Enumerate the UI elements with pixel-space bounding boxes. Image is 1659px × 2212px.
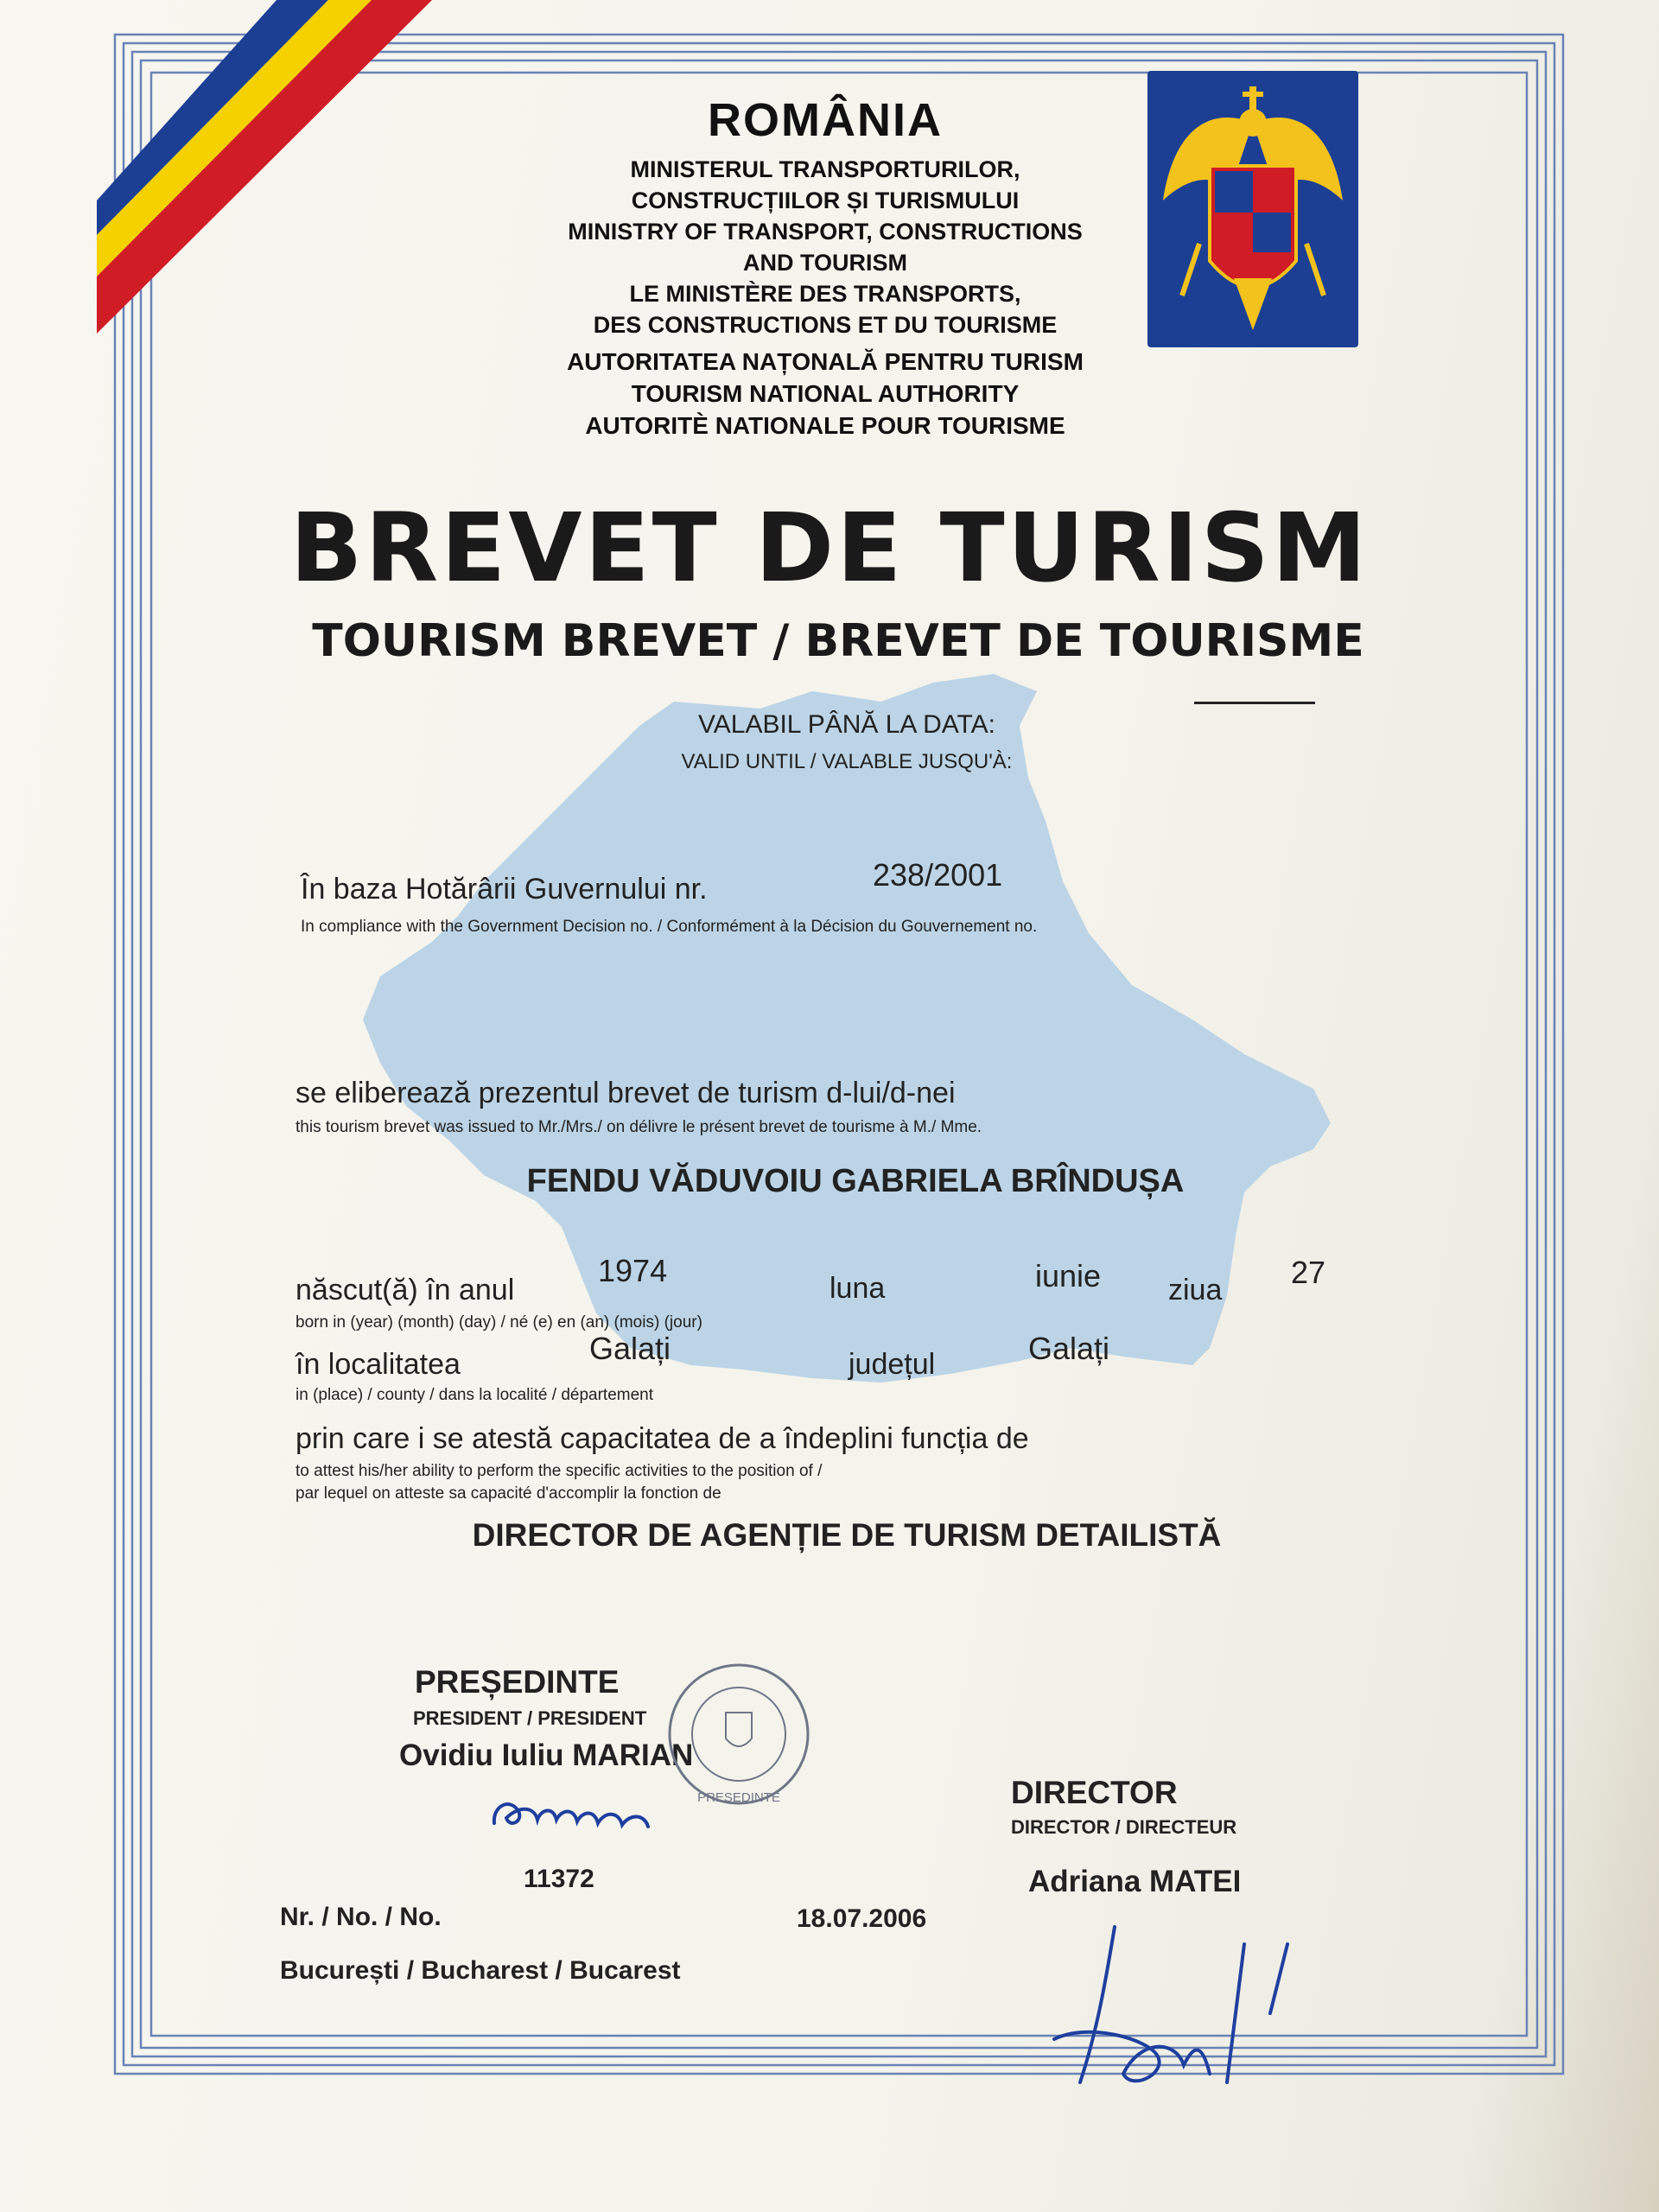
- romanian-tricolor-ribbon: [0, 0, 518, 363]
- function-label-fr: par lequel on atteste sa capacité d'accomplir la fonction de: [296, 1484, 721, 1503]
- authority-line: TOURISM NATIONAL AUTHORITY: [631, 380, 1020, 407]
- document-subtitle: TOURISM BREVET / BREVET DE TOURISME: [312, 615, 1364, 667]
- authority-block: [484, 346, 1166, 442]
- stamp-label: PREȘEDINTE: [697, 1790, 780, 1805]
- birth-label-translation: born in (year) (month) (day) / né (e) en (an) (mois) (jour): [296, 1313, 702, 1332]
- validity-label: VALABIL PÂNĂ LA DATA:: [697, 710, 996, 739]
- birth-place: Galați: [589, 1331, 671, 1366]
- ministry-line: AND TOURISM: [742, 250, 907, 276]
- validity-label-translation: VALID UNTIL / VALABLE JUSQU'À:: [681, 750, 1013, 773]
- place-label-translation: in (place) / county / dans la localité / département: [296, 1386, 654, 1404]
- ministry-line: LE MINISTÈRE DES TRANSPORTS,: [629, 281, 1021, 307]
- decision-label: În baza Hotărârii Guvernului nr.: [301, 873, 708, 906]
- issue-city: București / Bucharest / Bucarest: [280, 1956, 681, 1985]
- birth-year-label: născut(ă) în anul: [296, 1274, 515, 1306]
- decision-label-translation: In compliance with the Government Decision no. / Conformément à la Décision du Gouvernement no.: [301, 918, 1038, 936]
- official-stamp-icon: [665, 1661, 812, 1808]
- birth-county: Galați: [1028, 1331, 1110, 1366]
- issued-label-translation: this tourism brevet was issued to Mr./Mrs./ on délivre le présent brevet de tourisme à M./ Mme.: [296, 1118, 982, 1136]
- authority-line: AUTORITÈ NATIONALE POUR TOURISME: [585, 412, 1065, 439]
- validity-underline: [1194, 702, 1315, 704]
- birth-day-label: ziua: [1168, 1274, 1223, 1306]
- ministry-line: MINISTERUL TRANSPORTURILOR,: [630, 156, 1020, 182]
- county-label: județul: [849, 1348, 936, 1381]
- function-label-en: to attest his/her ability to perform the specific activities to the position of /: [296, 1462, 823, 1480]
- decision-number: 238/2001: [873, 857, 1003, 893]
- president-signature: [484, 1771, 674, 1849]
- function-label: prin care i se atestă capacitatea de a îndeplini funcția de: [296, 1422, 1029, 1455]
- president-name: Ovidiu Iuliu MARIAN: [399, 1738, 694, 1772]
- birth-month: iunie: [1035, 1258, 1102, 1294]
- issued-label: se eliberează prezentul brevet de turism d-lui/d-nei: [296, 1077, 956, 1109]
- position-title: DIRECTOR DE AGENȚIE DE TURISM DETAILISTĂ: [472, 1517, 1222, 1553]
- director-subtitle: DIRECTOR / DIRECTEUR: [1011, 1816, 1237, 1838]
- country-heading: ROMÂNIA: [708, 94, 943, 146]
- birth-day: 27: [1291, 1255, 1326, 1290]
- certificate-number: 11372: [524, 1865, 594, 1893]
- issue-date: 18.07.2006: [797, 1904, 927, 1933]
- ministry-line: CONSTRUCȚIILOR ȘI TURISMULUI: [631, 188, 1020, 213]
- director-title: DIRECTOR: [1011, 1775, 1178, 1810]
- ministry-line: MINISTRY OF TRANSPORT, CONSTRUCTIONS: [568, 219, 1083, 245]
- coat-of-arms-icon: [1147, 71, 1358, 347]
- place-label: în localitatea: [296, 1348, 461, 1381]
- ministry-line: DES CONSTRUCTIONS ET DU TOURISME: [593, 312, 1058, 338]
- birth-month-label: luna: [830, 1272, 886, 1305]
- director-name: Adriana MATEI: [1028, 1865, 1242, 1898]
- holder-name: FENDU VĂDUVOIU GABRIELA BRÎNDUȘA: [526, 1163, 1185, 1199]
- director-signature: [1028, 1910, 1305, 2108]
- president-title: PREȘEDINTE: [415, 1664, 620, 1700]
- document-title: BREVET DE TURISM: [289, 493, 1370, 603]
- number-label: Nr. / No. / No.: [280, 1903, 442, 1931]
- president-subtitle: PRESIDENT / PRESIDENT: [413, 1707, 647, 1729]
- ministry-block: [484, 154, 1166, 340]
- authority-line: AUTORITATEA NAȚONALĂ PENTRU TURISM: [567, 348, 1084, 375]
- birth-year: 1974: [598, 1253, 668, 1288]
